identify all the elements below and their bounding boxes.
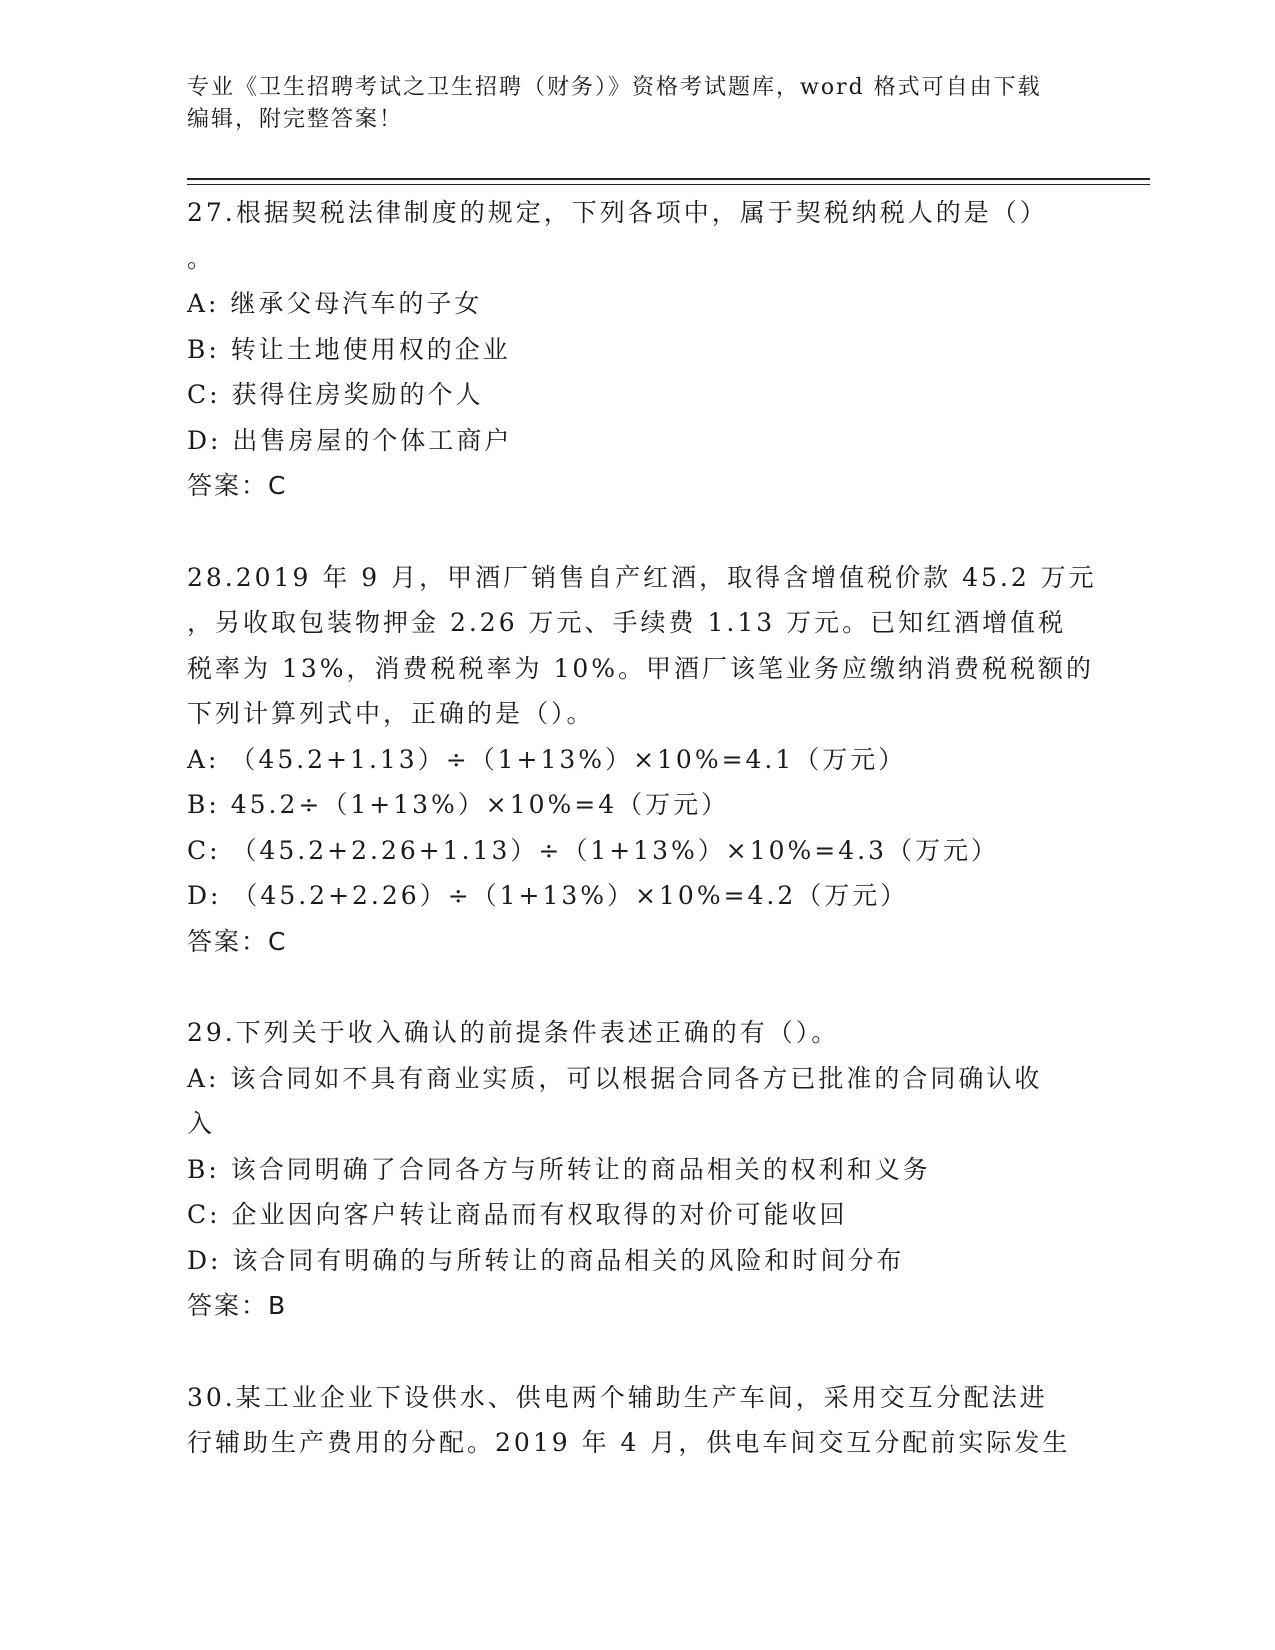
document-header (187, 72, 1067, 136)
option-c: C: （45.2+2.26+1.13）÷（1+13%）×10%=4.3（万元） (187, 835, 999, 865)
question-stem-line: 30.某工业企业下设供水、供电两个辅助生产车间，采用交互分配法进 (187, 1382, 1048, 1412)
header-divider-thick (187, 178, 1150, 180)
question-stem-line: 税率为 13%，消费税税率为 10%。甲酒厂该笔业务应缴纳消费税税额的 (187, 653, 1095, 683)
answer-line: 答案：B (187, 1291, 288, 1320)
question-27 (187, 190, 1087, 509)
option-b: B: 45.2÷（1+13%）×10%=4（万元） (187, 790, 730, 819)
option-c: C: 企业因向客户转让商品而有权取得的对价可能收回 (187, 1200, 848, 1229)
answer-line: 答案：C (187, 471, 288, 500)
header-line: 专业《卫生招聘考试之卫生招聘（财务）》资格考试题库，word 格式可自由下载 (187, 75, 1042, 100)
option-b: B: 该合同明确了合同各方与所转让的商品相关的权利和义务 (187, 1154, 931, 1184)
option-c: C: 获得住房奖励的个人 (187, 380, 484, 409)
question-list (187, 190, 1097, 1512)
question-stem-line: 下列计算列式中，正确的是（）。 (187, 699, 595, 728)
answer-line: 答案：C (187, 926, 288, 956)
question-stem-line: 27.根据契税法律制度的规定，下列各项中，属于契税纳税人的是（） (187, 198, 1048, 227)
question-stem-line: ，另收取包装物押金 2.26 万元、手续费 1.13 万元。已知红酒增值税 (187, 608, 1067, 637)
option-a: A: 该合同如不具有商业实质，可以根据合同各方已批准的合同确认收 (187, 1063, 1043, 1093)
question-30 (187, 1375, 1087, 1466)
header-line: 编辑，附完整答案！ (187, 107, 404, 132)
question-28 (187, 555, 1097, 965)
option-b: B: 转让土地使用权的企业 (187, 334, 511, 364)
question-29 (187, 1010, 1087, 1329)
option-a: A: 继承父母汽车的子女 (187, 289, 483, 318)
question-stem-line: 29.下列关于收入确认的前提条件表述正确的有（）。 (187, 1018, 840, 1047)
header-divider-thin (187, 184, 1150, 185)
question-stem-line: 。 (187, 243, 216, 273)
question-stem-line: 28.2019 年 9 月，甲酒厂销售自产红酒，取得含增值税价款 45.2 万元 (187, 562, 1097, 592)
option-d: D: 出售房屋的个体工商户 (187, 425, 513, 455)
option-a-continued: 入 (187, 1109, 216, 1138)
option-d: D: （45.2+2.26）÷（1+13%）×10%=4.2（万元） (187, 881, 909, 910)
option-a: A: （45.2+1.13）÷（1+13%）×10%=4.1（万元） (187, 744, 907, 774)
question-stem-line: 行辅助生产费用的分配。2019 年 4 月，供电车间交互分配前实际发生 (187, 1428, 1071, 1457)
option-d: D: 该合同有明确的与所转让的商品相关的风险和时间分布 (187, 1245, 905, 1275)
